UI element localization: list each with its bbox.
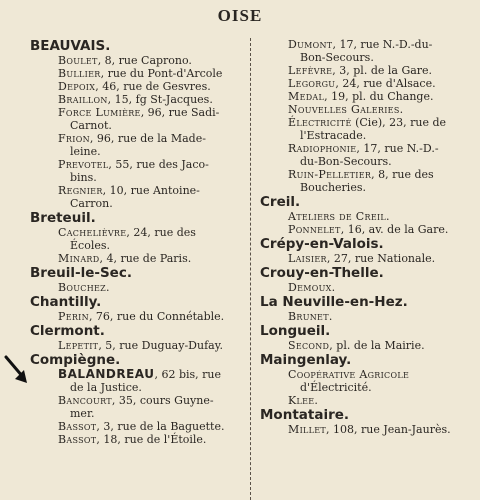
directory-entry	[288, 310, 475, 323]
entry-address: .	[328, 310, 333, 323]
entry-address: , rue du Pont-d'Arcole	[100, 67, 223, 80]
entry-name: Legorgu	[288, 77, 336, 90]
entry-address: , 46, rue de Gesvres.	[95, 80, 211, 93]
directory-entry	[58, 281, 245, 294]
directory-entry	[58, 67, 245, 80]
entry-name: Prevotel	[58, 158, 109, 171]
directory-entry	[288, 423, 475, 436]
entry-name: Électricité	[288, 116, 352, 129]
entry-name: Dumont	[288, 38, 333, 51]
directory-entry	[288, 38, 475, 64]
entry-name: Frion	[58, 132, 90, 145]
town-heading: Crouy-en-Thelle.	[260, 265, 384, 281]
entry-address: , 15, fg St-Jacques.	[107, 93, 213, 106]
directory-entry	[58, 394, 245, 420]
entry-name: Bullier	[58, 67, 101, 80]
directory-entry	[288, 64, 475, 77]
entry-name: Second	[288, 339, 330, 352]
entry-address: , 27, rue Nationale.	[326, 252, 436, 265]
directory-entry	[58, 433, 245, 446]
entry-address: .	[386, 210, 390, 223]
entry-address-continued: Écoles.	[70, 239, 110, 252]
entry-address-continued: mer.	[70, 407, 95, 420]
right-column	[260, 38, 475, 436]
entry-name: Ateliers de Creil	[288, 210, 387, 223]
entry-address: , 96, rue Sadi-	[140, 106, 220, 119]
entry-address-continued: leine.	[70, 145, 101, 158]
entry-name: Klee	[288, 394, 315, 407]
entry-address: , 16, av. de la Gare.	[340, 223, 449, 236]
entry-address: , 8, rue des	[371, 168, 434, 181]
town-heading: BEAUVAIS.	[30, 38, 111, 54]
entry-name: Lepetit	[58, 339, 99, 352]
town-heading: Montataire.	[260, 407, 350, 423]
page-title: OISE	[217, 6, 263, 25]
entry-address-continued: Bon-Secours.	[300, 51, 374, 64]
entry-address: , 24, rue d'Alsace.	[335, 77, 436, 90]
entry-address: , 76, rue du Connétable.	[88, 310, 225, 323]
entry-name: Boulet	[58, 54, 98, 67]
entry-name: Radiophonie	[288, 142, 357, 155]
directory-entry	[58, 368, 245, 394]
town-heading: Chantilly.	[30, 294, 102, 310]
directory-entry	[288, 394, 475, 407]
directory-entry	[58, 132, 245, 158]
directory-entry	[58, 339, 245, 352]
entry-address: , 55, rue des Jaco-	[108, 158, 209, 171]
directory-entry	[288, 252, 475, 265]
entry-address: , 35, cours Guyne-	[111, 394, 214, 407]
directory-entry	[58, 106, 245, 132]
entry-name: Millet	[288, 423, 327, 436]
directory-entry	[58, 226, 245, 252]
town-heading: Breuil-le-Sec.	[30, 265, 132, 281]
left-column	[30, 38, 245, 446]
town-heading: Maingenlay.	[260, 352, 352, 368]
entry-name: Minard	[58, 252, 100, 265]
town-heading: Longueil.	[260, 323, 331, 339]
entry-address: .	[105, 281, 110, 294]
entry-address: .	[314, 394, 318, 407]
entry-address-continued: Boucheries.	[300, 181, 366, 194]
entry-address-continued: l'Estracade.	[300, 129, 367, 142]
entry-address-continued: du-Bon-Secours.	[300, 155, 392, 168]
entry-name: Brunet	[288, 310, 329, 323]
entry-address: , 4, rue de Paris.	[99, 252, 192, 265]
directory-entry	[58, 252, 245, 265]
entry-address-continued: d'Électricité.	[300, 381, 372, 394]
town-heading: Compiègne.	[30, 352, 121, 368]
town-heading: Crépy-en-Valois.	[260, 236, 384, 252]
directory-entry	[58, 80, 245, 93]
entry-name: Laisier	[288, 252, 327, 265]
entry-address: .	[399, 103, 404, 116]
town-heading: Creil.	[260, 194, 301, 210]
entry-address: , 24, rue des	[126, 226, 196, 239]
entry-address: , 10, rue Antoine-	[102, 184, 200, 197]
entry-name: Bouchez	[58, 281, 106, 294]
entry-name: Coopérative Agricole	[288, 368, 410, 381]
directory-entry	[288, 77, 475, 90]
directory-entry	[288, 90, 475, 103]
entry-name: Bassot	[58, 420, 97, 433]
directory-entry	[58, 54, 245, 67]
entry-address-continued: Carron.	[70, 197, 113, 210]
directory-entry	[58, 93, 245, 106]
town-heading: Clermont.	[30, 323, 105, 339]
directory-entry	[58, 158, 245, 184]
directory-entry	[58, 420, 245, 433]
entry-name: Cachelièvre	[58, 226, 127, 239]
entry-name: Braillon	[58, 93, 108, 106]
entry-address: (Cie), 23, rue de	[351, 116, 447, 129]
town-heading: Breteuil.	[30, 210, 96, 226]
column-divider	[250, 38, 251, 500]
entry-name: Bassot	[58, 433, 97, 446]
directory-entry	[288, 368, 475, 394]
entry-name: Perin	[58, 310, 89, 323]
entry-address-continued: Carnot.	[70, 119, 112, 132]
entry-address: , 96, rue de la Made-	[89, 132, 206, 145]
entry-address: , 17, rue N.-D.-du-	[332, 38, 433, 51]
entry-address: , pl. de la Mairie.	[329, 339, 425, 352]
entry-name: Depoix	[58, 80, 96, 93]
directory-entry	[288, 281, 475, 294]
directory-entry	[288, 103, 475, 116]
entry-name: Demoux	[288, 281, 332, 294]
entry-address: , 17, rue N.-D.-	[356, 142, 439, 155]
directory-entry	[288, 210, 475, 223]
directory-entry	[288, 339, 475, 352]
arrow-pointer-icon	[3, 355, 29, 385]
directory-entry	[288, 168, 475, 194]
entry-name: Regnier	[58, 184, 103, 197]
entry-name: Force Lumière	[58, 106, 141, 119]
entry-address: , 62 bis, rue	[154, 368, 222, 381]
directory-entry	[288, 142, 475, 168]
entry-name: Lefèvre	[288, 64, 333, 77]
entry-name: Medal	[288, 90, 325, 103]
entry-address: , 3, rue de la Baguette.	[96, 420, 225, 433]
entry-address: , 8, rue Caprono.	[97, 54, 192, 67]
entry-address: , 19, pl. du Change.	[324, 90, 434, 103]
entry-name: BALANDREAU	[58, 367, 155, 381]
directory-entry	[288, 116, 475, 142]
entry-address: , 5, rue Duguay-Dufay.	[98, 339, 223, 352]
town-heading: La Neuville-en-Hez.	[260, 294, 408, 310]
entry-name: Nouvelles Galeries	[288, 103, 400, 116]
directory-entry	[288, 223, 475, 236]
entry-address-continued: bins.	[70, 171, 97, 184]
entry-address: , 18, rue de l'Étoile.	[96, 433, 207, 446]
entry-address: .	[331, 281, 336, 294]
entry-address: , 108, rue Jean-Jaurès.	[326, 423, 451, 436]
entry-address: , 3, pl. de la Gare.	[332, 64, 433, 77]
entry-address-continued: de la Justice.	[70, 381, 142, 394]
entry-name: Ruin-Pelletier	[288, 168, 372, 181]
directory-entry	[58, 184, 245, 210]
directory-entry	[58, 310, 245, 323]
entry-name: Ponnelet	[288, 223, 341, 236]
entry-name: Bancourt	[58, 394, 112, 407]
